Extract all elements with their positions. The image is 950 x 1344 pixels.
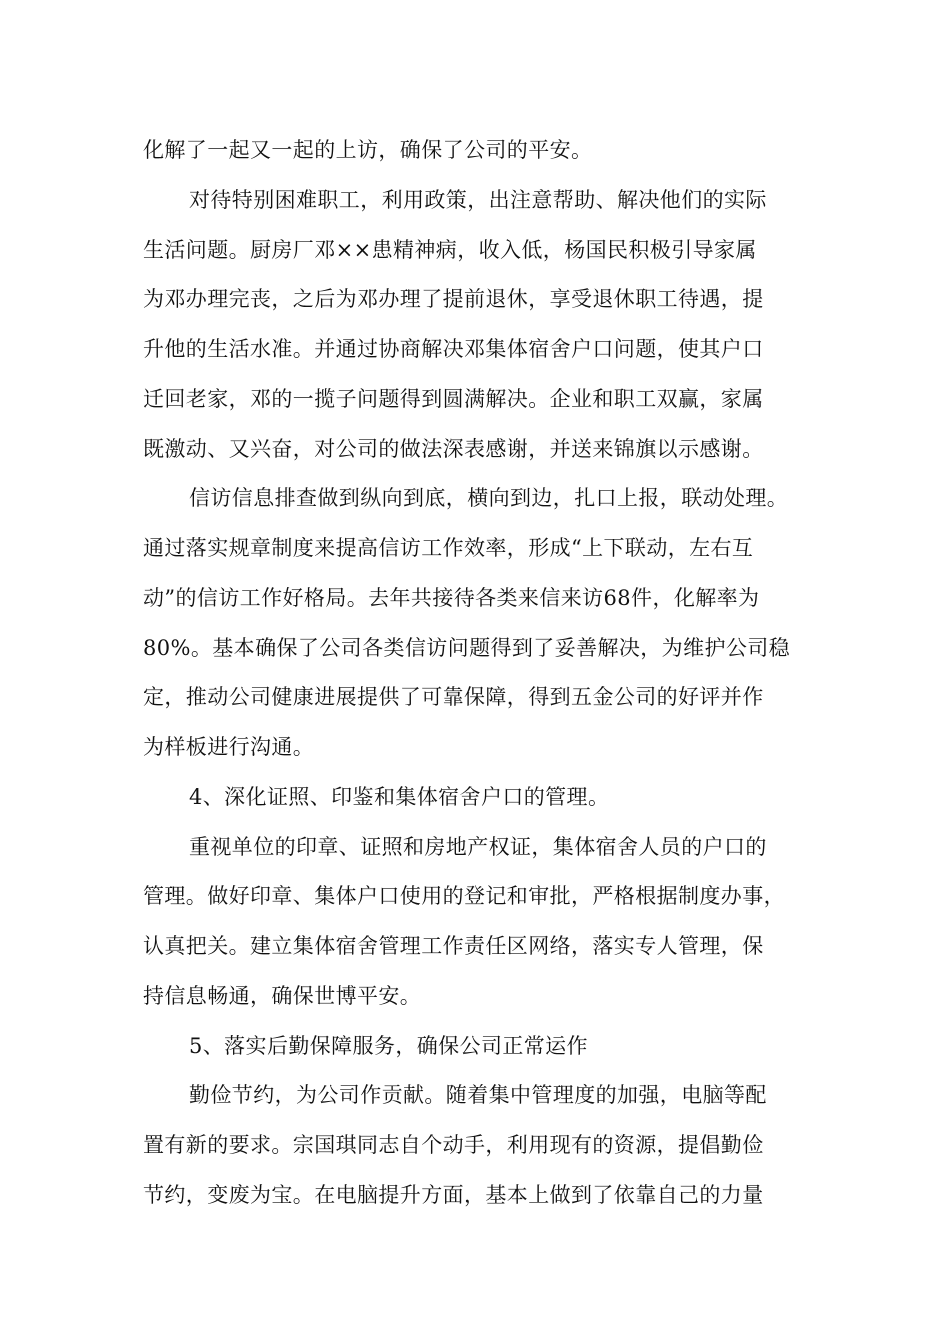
text-line: 为邓办理完丧，之后为邓办理了提前退休，享受退休职工待遇，提 <box>143 287 764 312</box>
text-line: 80%。基本确保了公司各类信访问题得到了妥善解决，为维护公司稳 <box>143 635 791 660</box>
text-line: 定，推动公司健康进展提供了可靠保障，得到五金公司的好评并作 <box>143 685 764 710</box>
text-line: 升他的生活水准。并通过协商解决邓集体宿舍户口问题，使其户口 <box>143 337 764 361</box>
text-line: 既激动、又兴奋，对公司的做法深表感谢，并送来锦旗以示感谢。 <box>143 436 764 461</box>
section-heading: 5、落实后勤保障服务，确保公司正常运作 <box>189 1033 588 1058</box>
text-line: 化解了一起又一起的上访，确保了公司的平安。 <box>143 138 593 162</box>
section-heading: 4、深化证照、印鉴和集体宿舍户口的管理。 <box>189 784 610 809</box>
text-line: 勤俭节约，为公司作贡献。随着集中管理度的加强，电脑等配 <box>189 1083 767 1108</box>
text-line: 信访信息排查做到纵向到底，横向到边，扎口上报，联动处理。 <box>189 486 789 511</box>
text-line: 通过落实规章制度来提高信访工作效率，形成“上下联动，左右互 <box>143 536 754 560</box>
text-line: 认真把关。建立集体宿舍管理工作责任区网络，落实专人管理，保 <box>143 934 764 958</box>
text-line: 重视单位的印章、证照和房地产权证，集体宿舍人员的户口的 <box>189 834 767 859</box>
text-line: 持信息畅通，确保世博平安。 <box>143 983 422 1008</box>
body-text <box>143 126 823 1221</box>
text-line: 为样板进行沟通。 <box>143 735 315 759</box>
text-line: 动”的信访工作好格局。去年共接待各类来信来访68件，化解率为 <box>143 585 760 610</box>
text-line: 迁回老家，邓的一揽子问题得到圆满解决。企业和职工双赢，家属 <box>143 386 764 411</box>
text-line: 置有新的要求。宗国琪同志自个动手，利用现有的资源，提倡勤俭 <box>143 1133 764 1157</box>
text-line: 生活问题。厨房厂邓××患精神病，收入低，杨国民积极引导家属 <box>143 237 757 262</box>
text-line: 节约，变废为宝。在电脑提升方面，基本上做到了依靠自己的力量 <box>143 1182 764 1207</box>
text-line: 对待特别困难职工，利用政策，出注意帮助、解决他们的实际 <box>189 187 767 212</box>
text-line: 管理。做好印章、集体户口使用的登记和审批，严格根据制度办事， <box>143 884 785 909</box>
